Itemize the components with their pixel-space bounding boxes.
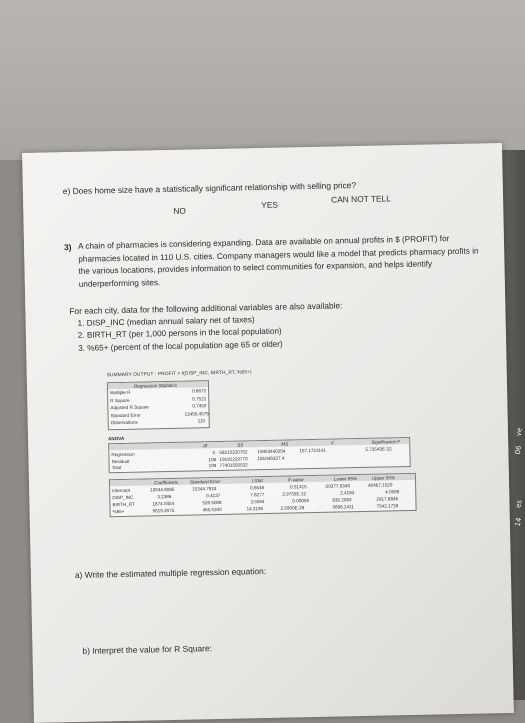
anova-cell: 106 [208,456,217,462]
coef-cell: 5696.2411 [332,503,354,510]
anova-header-f: F [331,440,335,446]
coef-cell: 0.4137 [206,492,221,498]
coef-row-label: DISP_INC [112,494,134,500]
coef-row-label: %65+ [112,508,125,514]
variables-intro: For each city, data for the following additional variables are also available: [69,300,343,317]
coef-cell: 7.8277 [250,491,265,497]
coef-cell: 40467.1520 [368,481,393,488]
coef-cell: 0.00056 [292,497,310,503]
side-label: ve [514,427,524,437]
stat-label: Standard Error [110,412,141,418]
stat-value: 0.8672 [192,388,207,394]
stat-label: Adjusted R Square [110,404,150,411]
anova-cell: 77401550532 [219,462,248,468]
worksheet-paper [22,143,514,723]
summary-title: SUMMARY OUTPUT - PROFIT = f(DISP_INC, BIRTH_RT, %65+) [106,370,252,379]
coef-cell: 7542.1739 [376,502,399,509]
coef-cell: 2917.8846 [376,495,399,502]
coef-row-label: BIRTH_RT [112,501,135,507]
summary-output [107,367,420,541]
list-item: 1. DISP_INC (median annual salary net of taxes) [77,315,255,328]
stat-value: 0.7521 [192,395,207,402]
stat-label: R Square [110,397,130,403]
variables-list [70,314,283,356]
coef-cell: -20377.9349 [324,482,350,489]
anova-cell: 107.1721141 [299,447,326,454]
anova-title: ANOVA [108,435,125,442]
anova-row-label: Regression [111,451,135,458]
anova-cell: 58210320762 [219,449,248,455]
anova-header-sigf: Significance F [371,438,401,445]
coef-cell: 10044.6085 [150,486,175,492]
side-label: 14 [513,516,524,528]
coef-cell: 14.2185 [246,505,264,511]
question-b: b) Interpret the value for R Square: [82,643,212,656]
coef-cell: 3.9755E-12 [282,490,307,497]
coef-header: Standard Error [189,478,221,485]
problem-number: 3) [63,242,72,253]
coef-cell: 830.2063 [332,496,352,503]
anova-cell: 19403440254 [257,448,286,455]
coef-cell: 6619.2075 [152,507,175,513]
coef-cell: 2.5900E-26 [280,504,305,511]
anova-table [108,437,411,473]
coef-header: Coefficients [153,479,179,485]
coef-row-label: Intercept [112,487,131,493]
coef-cell: 2.4183 [340,489,355,495]
option-can-not-tell: CAN NOT TELL [330,193,391,205]
anova-header-ss: SS [237,441,244,448]
anova-header-df: df [203,442,208,448]
coef-header: P-value [287,476,304,483]
coef-cell: 526.5008 [202,499,222,505]
regression-statistics-header: Regression Statistics [133,382,177,389]
anova-header-ms: MS [281,441,289,447]
list-item: 2. BIRTH_RT (per 1,000 persons in the local population) [77,327,282,341]
list-item: 3. %65+ (percent of the local population age 65 or older) [78,339,283,353]
option-yes: YES [261,199,279,211]
coef-cell: 3.5594 [250,498,265,504]
option-no: NO [173,205,186,216]
coef-cell: 15344.7924 [192,485,217,492]
regression-statistics-table [107,380,210,430]
anova-cell: 19191229770 [219,455,248,462]
coef-cell: 3.2386 [157,493,172,499]
stat-value: 110 [197,418,206,424]
coef-header: t Stat [251,477,263,483]
background-wall [0,0,525,160]
anova-row-label: Total [111,465,122,471]
anova-cell: 109 [208,463,217,469]
coefficients-table [109,473,417,517]
coef-header: Lower 95% [333,475,357,482]
coef-cell: 4.0589 [385,488,400,494]
problem-text: A chain of pharmacies is considering expanding. Data are available on annual profits in $ (PROFIT) for pharmacies located in 110 U.S. cities. Company managers would like a model that predicts pharmacy profits in the various locations, provides information to select communities for expansion, and helps identify underperforming sites. [77,234,479,289]
coef-header: Upper 95% [371,474,395,481]
coef-cell: 1874.0454 [152,500,175,506]
stat-value: 0.7450 [192,403,207,409]
anova-cell: 181049337.4 [257,455,285,461]
coef-cell: 0.6546 [250,484,265,490]
coef-cell: 0.51415 [290,483,307,489]
question-a: a) Write the estimated multiple regression equation: [74,566,267,581]
stat-value: 13455.4575 [184,410,209,417]
side-label: es [514,499,524,509]
anova-row-label: Residual [111,458,130,464]
stat-label: Multiple R [110,389,131,396]
anova-cell: 5.72543E-32 [365,446,392,452]
question-e-prompt: e) Does home size have a statistically significant relationship with selling price? [62,180,357,197]
stat-label: Observations [110,419,138,426]
coef-cell: 465.5340 [202,506,222,512]
side-label: 06 [513,444,524,456]
anova-cell: 3 [212,450,215,456]
